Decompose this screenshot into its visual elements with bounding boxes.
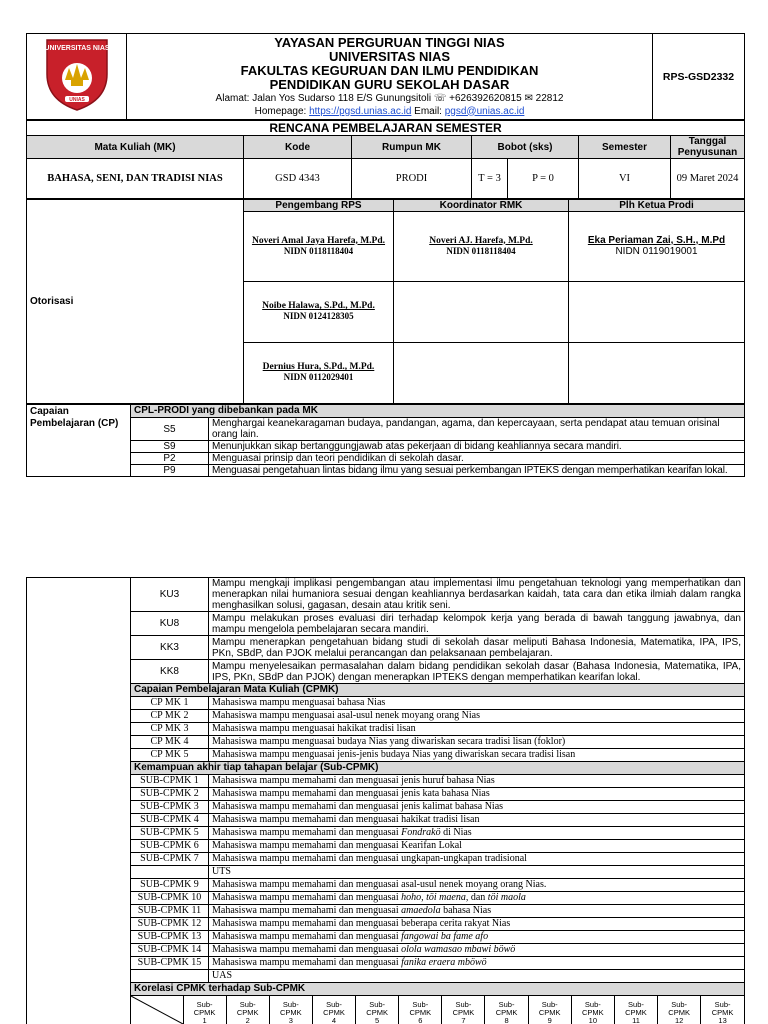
- ku-desc: Mampu menyelesaikan permasalahan dalam bidang pendidikan sekolah dasar (Bahasa Indonesia, Matematika, IPA, IPS, PKn, SBdP dan PJOK) dengan menerapkan IPTEKS dengan memperhatikan kearifan lokal.: [209, 660, 745, 684]
- cpmk-desc: Mahasiswa mampu menguasai jenis-jenis budaya Nias yang diwariskan secara tradisi lisan: [209, 749, 745, 762]
- document-title: RENCANA PEMBELAJARAN SEMESTER: [27, 121, 745, 136]
- subcpmk-code: SUB-CPMK 12: [131, 918, 209, 931]
- subcpmk-code: SUB-CPMK 6: [131, 840, 209, 853]
- korelasi-col-header: Sub- CPMK 1: [183, 996, 226, 1024]
- signer-name: Dernius Hura, S.Pd., M.Pd.: [262, 362, 375, 372]
- cp-table: [26, 404, 745, 477]
- otorisasi-label: Otorisasi: [27, 200, 244, 404]
- cpmk-code: CP MK 1: [131, 697, 209, 710]
- korelasi-grid: [131, 996, 744, 1024]
- header-rumpun: Rumpun MK: [352, 136, 472, 159]
- subcpmk-desc: Mahasiswa mampu memahami dan menguasai hoho, töi maena, dan töi maola: [209, 892, 745, 905]
- logo-text-top: UNIVERSITAS NIAS: [43, 45, 110, 52]
- signer-name: Noveri Amal Jaya Harefa, M.Pd.: [251, 235, 386, 246]
- subcpmk-code: SUB-CPMK 1: [131, 775, 209, 788]
- course-table: [26, 120, 745, 199]
- signer-nidn: NIDN 0124128305: [283, 311, 354, 321]
- cpl-desc: Menguasai prinsip dan teori pendidikan di sekolah dasar.: [209, 453, 745, 465]
- course-code: GSD 4343: [244, 159, 352, 199]
- course-date: 09 Maret 2024: [671, 159, 745, 199]
- korelasi-col-header: Sub- CPMK 11: [614, 996, 657, 1024]
- ku-desc: Mampu menerapkan pengetahuan bidang studi di sekolah dasar meliputi Bahasa Indonesia, Matematika, IPA, IPS, PKn, SBdP, dan PJOK melalui perancangan dan pelaksanaan pembelajaran.: [209, 636, 745, 660]
- cpl-code: S9: [131, 441, 209, 453]
- foundation-name: YAYASAN PERGURUAN TINGGI NIAS: [274, 34, 505, 50]
- signature-pengembang-2: [244, 282, 394, 343]
- cpmk-code: CP MK 5: [131, 749, 209, 762]
- subcpmk-desc: Mahasiswa mampu memahami dan menguasai Fondrakö di Nias: [209, 827, 745, 840]
- subcpmk-desc: Mahasiswa mampu memahami dan menguasai asal-usul nenek moyang orang Nias.: [209, 879, 745, 892]
- signature-pengembang-3: [244, 343, 394, 404]
- korelasi-col-header: Sub- CPMK 13: [701, 996, 744, 1024]
- signature-pengembang-1: [244, 212, 394, 282]
- program-name: PENDIDIKAN GURU SEKOLAH DASAR: [269, 76, 510, 92]
- cpmk-desc: Mahasiswa mampu menguasai hakikat tradisi lisan: [209, 723, 745, 736]
- cpl-desc: Menunjukkan sikap bertanggungjawab atas pekerjaan di bidang keahliannya secara mandiri.: [209, 441, 745, 453]
- course-rumpun: PRODI: [352, 159, 472, 199]
- subcpmk-code: SUB-CPMK 14: [131, 944, 209, 957]
- subcpmk-desc: Mahasiswa mampu memahami dan menguasai jenis kalimat bahasa Nias: [209, 801, 745, 814]
- ketua-label: Plh Ketua Prodi: [569, 200, 745, 212]
- subcpmk-desc: Mahasiswa mampu memahami dan menguasai amaedola bahasa Nias: [209, 905, 745, 918]
- subcpmk-desc: Mahasiswa mampu memahami dan menguasai jenis kata bahasa Nias: [209, 788, 745, 801]
- signer-nidn: NIDN 0112029401: [283, 372, 354, 382]
- cpmk-code: CP MK 3: [131, 723, 209, 736]
- university-logo-icon: [41, 34, 113, 114]
- header-mk: Mata Kuliah (MK): [27, 136, 244, 159]
- header-bobot: Bobot (sks): [472, 136, 579, 159]
- cpmk-desc: Mahasiswa mampu menguasai bahasa Nias: [209, 697, 745, 710]
- empty-cell: [569, 282, 745, 343]
- subcpmk-code: [131, 970, 209, 983]
- ku-code: KU8: [131, 612, 209, 636]
- korelasi-col-header: Sub- CPMK 10: [571, 996, 614, 1024]
- subcpmk-code: SUB-CPMK 13: [131, 931, 209, 944]
- rps-page-1: [26, 33, 744, 477]
- korelasi-col-header: Sub- CPMK 7: [442, 996, 485, 1024]
- subcpmk-desc: Mahasiswa mampu memahami dan menguasai fangowai ba fame afo: [209, 931, 745, 944]
- institution-header: [127, 34, 653, 120]
- ku-desc: Mampu melakukan proses evaluasi diri terhadap kelompok kerja yang berada di bawah tanggung jawabnya, dan mampu mengelola pembelajaran secara mandiri.: [209, 612, 745, 636]
- email-label: Email:: [411, 105, 445, 117]
- signature-koordinator: [394, 212, 569, 282]
- cpl-desc: Menghargai keanekaragaman budaya, pandangan, agama, dan kepercayaan, serta pendapat atau temuan orisinal orang lain.: [209, 418, 745, 441]
- contact-line: [127, 105, 652, 118]
- header-table: [26, 33, 745, 120]
- course-bobot-t: T = 3: [472, 159, 508, 199]
- course-bobot-p: P = 0: [508, 159, 579, 199]
- otorisasi-table: [26, 199, 745, 404]
- cpmk-desc: Mahasiswa mampu menguasai asal-usul nenek moyang orang Nias: [209, 710, 745, 723]
- empty-cell: [394, 343, 569, 404]
- signer-name: Noveri AJ. Harefa, M.Pd.: [429, 235, 533, 246]
- cpl-desc: Menguasai pengetahuan lintas bidang ilmu yang sesuai perkembangan IPTEKS dengan memperhatikan kearifan lokal.: [209, 465, 745, 477]
- subcpmk-code: SUB-CPMK 3: [131, 801, 209, 814]
- cpl-code: S5: [131, 418, 209, 441]
- subcpmk-code: [131, 866, 209, 879]
- signer-nidn: NIDN 0119019001: [615, 245, 698, 257]
- korelasi-header: Korelasi CPMK terhadap Sub-CPMK: [131, 983, 745, 996]
- ku-cpmk-table: [26, 577, 745, 1024]
- subcpmk-desc: Mahasiswa mampu memahami dan menguasai fanika eraera mböwö: [209, 957, 745, 970]
- homepage-link[interactable]: https://pgsd.unias.ac.id: [309, 105, 412, 117]
- korelasi-col-header: Sub- CPMK 2: [226, 996, 269, 1024]
- signer-name: Eka Periaman Zai, S.H., M.Pd: [587, 234, 726, 246]
- header-tanggal: Tanggal Penyusunan: [671, 136, 745, 159]
- cpmk-code: CP MK 2: [131, 710, 209, 723]
- korelasi-col-header: Sub- CPMK 12: [658, 996, 701, 1024]
- diagonal-line-icon: [131, 996, 183, 1024]
- subcpmk-code: SUB-CPMK 4: [131, 814, 209, 827]
- left-blank-column: [27, 578, 131, 1024]
- cpl-header: CPL-PRODI yang dibebankan pada MK: [131, 405, 745, 418]
- korelasi-col-header: Sub- CPMK 3: [269, 996, 312, 1024]
- korelasi-col-header: Sub- CPMK 4: [312, 996, 355, 1024]
- signer-nidn: NIDN 0118118404: [446, 245, 516, 256]
- ku-code: KU3: [131, 578, 209, 612]
- subcpmk-code: SUB-CPMK 7: [131, 853, 209, 866]
- address-line: Alamat: Jalan Yos Sudarso 118 E/S Gunungsitoli ☏ +626392620815 ✉ 22812: [215, 92, 564, 104]
- subcpmk-code: SUB-CPMK 11: [131, 905, 209, 918]
- ku-code: KK3: [131, 636, 209, 660]
- ku-desc: Mampu mengkaji implikasi pengembangan atau implementasi ilmu pengetahuan teknologi yang memperhatikan dan menerapkan nilai humaniora sesuai dengan keahliannya berdasarkan kaidah, tata cara dan etika ilmiah dalam rangka menghasilkan solusi, gagasan, desain atau kritik seni.: [209, 578, 745, 612]
- subcpmk-code: SUB-CPMK 2: [131, 788, 209, 801]
- subcpmk-desc: Mahasiswa mampu memahami dan menguasai olola wamasao mbawi böwö: [209, 944, 745, 957]
- ku-code: KK8: [131, 660, 209, 684]
- korelasi-col-header: Sub- CPMK 6: [399, 996, 442, 1024]
- subcpmk-code: SUB-CPMK 15: [131, 957, 209, 970]
- subcpmk-header: Kemampuan akhir tiap tahapan belajar (Sub-CPMK): [131, 762, 745, 775]
- koordinator-label: Koordinator RMK: [394, 200, 569, 212]
- email-link[interactable]: pgsd@unias.ac.id: [444, 105, 525, 117]
- korelasi-corner: [131, 996, 183, 1024]
- cpl-code: P9: [131, 465, 209, 477]
- homepage-label: Homepage:: [254, 105, 310, 117]
- subcpmk-desc: Mahasiswa mampu memahami dan menguasai jenis huruf bahasa Nias: [209, 775, 745, 788]
- subcpmk-desc: Mahasiswa mampu memahami dan menguasai ungkapan-ungkapan tradisional: [209, 853, 745, 866]
- signature-ketua: [569, 212, 745, 282]
- pengembang-label: Pengembang RPS: [244, 200, 394, 212]
- subcpmk-code: SUB-CPMK 5: [131, 827, 209, 840]
- signer-nidn: NIDN 0118118404: [283, 245, 354, 256]
- cpl-code: P2: [131, 453, 209, 465]
- empty-cell: [394, 282, 569, 343]
- cpmk-desc: Mahasiswa mampu menguasai budaya Nias yang diwariskan secara tradisi lisan (foklor): [209, 736, 745, 749]
- subcpmk-desc: Mahasiswa mampu memahami dan menguasai hakikat tradisi lisan: [209, 814, 745, 827]
- subcpmk-desc: Mahasiswa mampu memahami dan menguasai beberapa cerita rakyat Nias: [209, 918, 745, 931]
- course-semester: VI: [579, 159, 671, 199]
- uts-label: UTS: [209, 866, 745, 879]
- course-name: BAHASA, SENI, DAN TRADISI NIAS: [27, 159, 244, 199]
- header-semester: Semester: [579, 136, 671, 159]
- rps-page-2: [26, 577, 744, 1024]
- korelasi-header-row: [131, 996, 745, 1024]
- subcpmk-desc: Mahasiswa mampu memahami dan menguasai Kearifan Lokal: [209, 840, 745, 853]
- cpmk-code: CP MK 4: [131, 736, 209, 749]
- korelasi-col-header: Sub- CPMK 5: [356, 996, 399, 1024]
- header-kode: Kode: [244, 136, 352, 159]
- subcpmk-code: SUB-CPMK 10: [131, 892, 209, 905]
- logo-cell: [27, 34, 127, 120]
- empty-cell: [569, 343, 745, 404]
- subcpmk-code: SUB-CPMK 9: [131, 879, 209, 892]
- uas-label: UAS: [209, 970, 745, 983]
- document-code: RPS-GSD2332: [653, 34, 745, 120]
- signer-name: Noibe Halawa, S.Pd., M.Pd.: [262, 301, 375, 311]
- university-name: UNIVERSITAS NIAS: [328, 48, 451, 64]
- cpmk-header: Capaian Pembelajaran Mata Kuliah (CPMK): [131, 684, 745, 697]
- logo-text-bottom: UNIAS: [68, 97, 85, 103]
- faculty-name: FAKULTAS KEGURUAN DAN ILMU PENDIDIKAN: [240, 62, 539, 78]
- korelasi-col-header: Sub- CPMK 9: [528, 996, 571, 1024]
- cp-label: Capaian Pembelajaran (CP): [27, 405, 131, 477]
- korelasi-col-header: Sub- CPMK 8: [485, 996, 528, 1024]
